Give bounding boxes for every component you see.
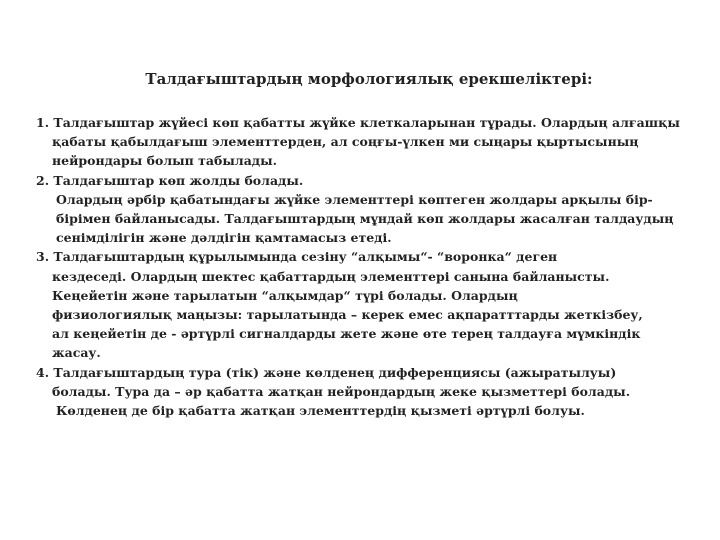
text-line: физиологиялық маңызы: тарылатында – керек емес ақпаратттарды жеткізбеу, [52, 307, 643, 323]
text-line: Көлденең де бір қабатта жатқан элементтердің қызметі әртүрлі болуы. [56, 403, 585, 419]
text-line: Кеңейетін және тарылатын “алқымдар“ түрі болады. Олардың [52, 287, 518, 303]
slide-title: Талдағыштардың морфологиялық ерекшеліктері: [145, 70, 593, 88]
text-line: нейрондары болып табылады. [52, 153, 278, 169]
text-line: ал кеңейетін де - әртүрлі сигналдарды жете және өте терең талдауға мүмкіндік [52, 326, 641, 342]
text-line: болады. Тура да – әр қабатта жатқан нейрондардың жеке қызметтері болады. [52, 383, 631, 399]
text-line: 4. Талдағыштардың тура (тік) және көлденең дифференциясы (ажыратылуы) [36, 364, 617, 380]
text-line: 3. Талдағыштардың құрылымында сезіну “алқымы“- “воронка“ деген [36, 249, 558, 265]
text-line: кездеседі. Олардың шектес қабаттардың элементтері санына байланысты. [52, 268, 610, 284]
text-line: жасау. [52, 345, 101, 361]
text-line: сенімділігін және дәлдігін қамтамасыз етеді. [56, 230, 392, 246]
text-line: 2. Талдағыштар көп жолды болады. [36, 172, 304, 188]
text-line: бірімен байланысады. Талдағыштардың мұндай көп жолдары жасалған талдаудың [56, 211, 674, 227]
slide-body [36, 113, 696, 420]
text-line: 1. Талдағыштар жүйесі көп қабатты жүйке клеткаларынан тұрады. Олардың алғашқы [36, 115, 680, 130]
text-line: Олардың әрбір қабатындағы жүйке элементтері көптеген жолдары арқылы бір- [56, 191, 653, 207]
text-line: қабаты қабылдағыш элементтерден, ал соңғы-үлкен ми сыңары қыртысының [52, 134, 639, 150]
